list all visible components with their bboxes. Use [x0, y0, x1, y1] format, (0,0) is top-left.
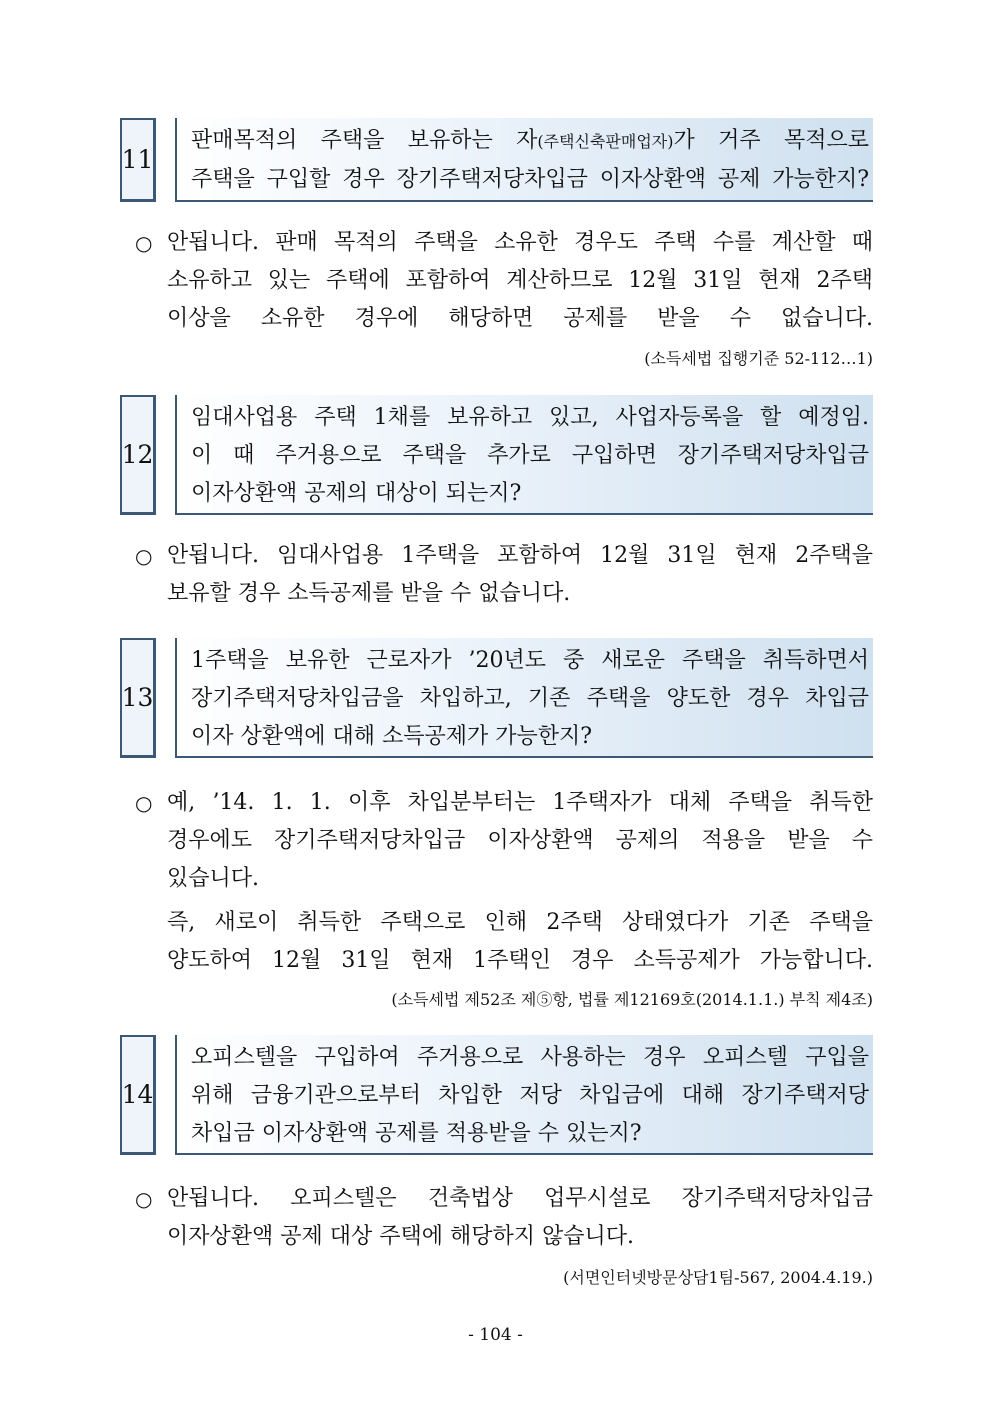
question-line: 이자 상환액에 대해 소득공제가 가능한지?: [191, 724, 593, 749]
question-block: [120, 395, 873, 515]
question-line: 판매목적의 주택을 보유하는 자(주택신축판매업자)가 거주 목적으로: [191, 128, 869, 153]
answer-line: 경우에도 장기주택저당차입금 이자상환액 공제의 적용을 받을 수: [167, 828, 873, 853]
question-number: 13: [120, 638, 156, 758]
reference-citation: (서면인터넷방문상담1팀-567, 2004.4.19.): [563, 1268, 873, 1287]
question-box: [175, 118, 873, 202]
answer-line: 양도하여 12월 31일 현재 1주택인 경우 소득공제가 가능합니다.: [167, 948, 873, 973]
circle-bullet-icon: ○: [135, 1187, 153, 1211]
qa-item-14: [120, 1035, 873, 1287]
answer-line: 안됩니다. 오피스텔은 건축법상 업무시설로 장기주택저당차입금: [167, 1186, 873, 1211]
question-box: [175, 638, 873, 758]
answer-line: 이상을 소유한 경우에 해당하면 공제를 받을 수 없습니다.: [167, 306, 873, 331]
question-line: 이 때 주거용으로 주택을 추가로 구입하면 장기주택저당차입금: [191, 443, 869, 468]
answer-line: 보유할 경우 소득공제를 받을 수 없습니다.: [167, 581, 571, 606]
question-line: 주택을 구입할 경우 장기주택저당차입금 이자상환액 공제 가능한지?: [191, 167, 869, 192]
question-box: [175, 395, 873, 515]
answer-line: 이자상환액 공제 대상 주택에 해당하지 않습니다.: [167, 1224, 635, 1249]
question-box: [175, 1035, 873, 1155]
qa-item-12: [120, 395, 873, 606]
answer-line: 안됩니다. 임대사업용 1주택을 포함하여 12월 31일 현재 2주택을: [167, 543, 873, 568]
answer-block: [135, 224, 873, 338]
answer-paragraph-2: [135, 904, 873, 980]
question-block: [120, 1035, 873, 1155]
qa-item-13: [120, 638, 873, 1009]
question-line: 장기주택저당차입금을 차입하고, 기존 주택을 양도한 경우 차입금: [191, 686, 869, 711]
reference-citation: (소득세법 집행기준 52-112…1): [644, 349, 873, 368]
question-line: 오피스텔을 구입하여 주거용으로 사용하는 경우 오피스텔 구입을: [191, 1045, 869, 1070]
circle-bullet-icon: ○: [135, 544, 153, 568]
answer-line: 안됩니다. 판매 목적의 주택을 소유한 경우도 주택 수를 계산할 때: [167, 230, 873, 255]
question-block: [120, 118, 873, 202]
answer-line: 소유하고 있는 주택에 포함하여 계산하므로 12월 31일 현재 2주택: [167, 268, 873, 293]
question-number: 12: [120, 395, 156, 515]
question-line: 이자상환액 공제의 대상이 되는지?: [191, 481, 522, 506]
circle-bullet-icon: ○: [135, 231, 153, 255]
answer-line: 예, ’14. 1. 1. 이후 차입분부터는 1주택자가 대체 주택을 취득한: [167, 790, 873, 815]
answer-block: [135, 1180, 873, 1256]
answer-line: 있습니다.: [167, 866, 260, 891]
question-line: 차입금 이자상환액 공제를 적용받을 수 있는지?: [191, 1121, 642, 1146]
answer-line: 즉, 새로이 취득한 주택으로 인해 2주택 상태였다가 기존 주택을: [167, 910, 873, 935]
circle-bullet-icon: ○: [135, 791, 153, 815]
question-number: 14: [120, 1035, 156, 1155]
question-number: 11: [120, 118, 156, 202]
page-number: - 104 -: [468, 1325, 523, 1345]
question-block: [120, 638, 873, 758]
reference-citation: (소득세법 제52조 제⑤항, 법률 제12169호(2014.1.1.) 부칙 제4조): [391, 990, 873, 1009]
answer-block: [135, 537, 873, 613]
question-line: 1주택을 보유한 근로자가 ’20년도 중 새로운 주택을 취득하면서: [191, 648, 869, 673]
question-line: 임대사업용 주택 1채를 보유하고 있고, 사업자등록을 할 예정임.: [191, 405, 869, 430]
answer-block: [135, 784, 873, 980]
question-line: 위해 금융기관으로부터 차입한 저당 차입금에 대해 장기주택저당: [191, 1083, 869, 1108]
qa-item-11: [120, 118, 873, 368]
